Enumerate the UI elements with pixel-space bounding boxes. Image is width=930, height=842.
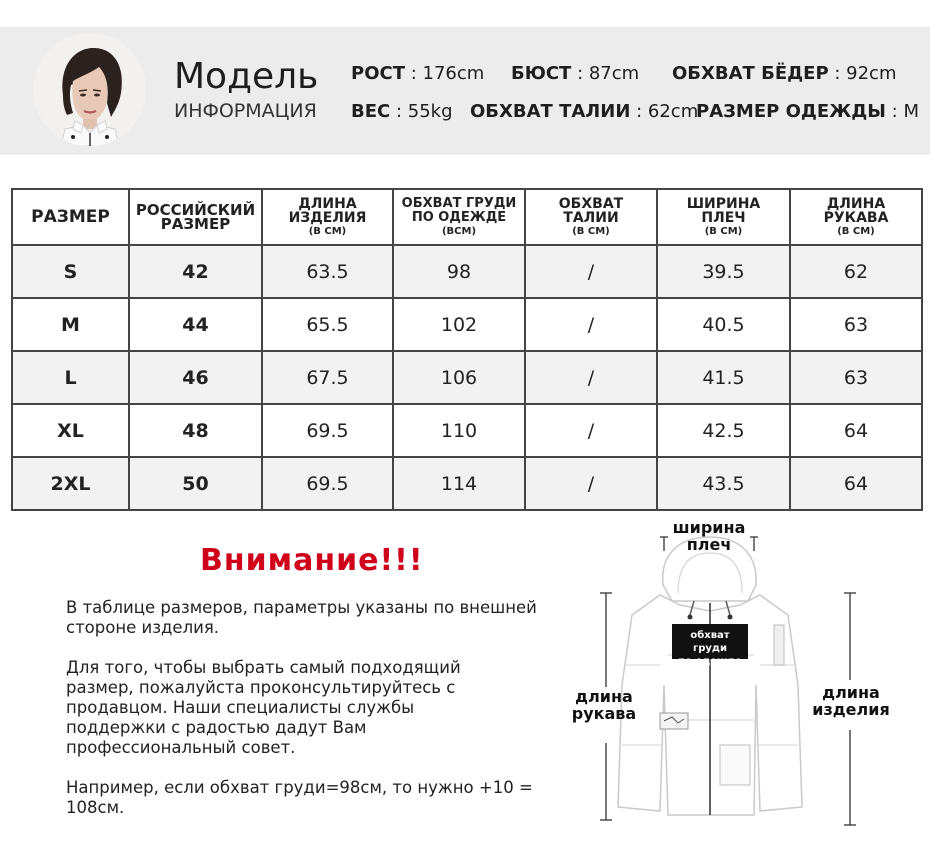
table-cell-length: 69.5: [262, 457, 393, 510]
table-cell-sleeve: 64: [790, 404, 922, 457]
spec-weight-label: ВЕС: [351, 101, 391, 122]
table-cell-sleeve: 62: [790, 245, 922, 298]
table-cell-waist: /: [525, 245, 657, 298]
table-cell-length: 65.5: [262, 298, 393, 351]
attention-title: Внимание!!!: [200, 543, 424, 578]
table-cell-length: 63.5: [262, 245, 393, 298]
spec-hips: ОБХВАТ БЁДЕР : 92cm: [672, 63, 897, 84]
model-title: Модель: [174, 56, 319, 97]
jacket-illustration: [560, 515, 930, 838]
spec-waist-value: 62cm: [647, 101, 699, 122]
label-sleeve-length: длина рукава: [571, 687, 637, 723]
spec-height: РОСТ : 176cm: [351, 63, 485, 84]
header-shoulder-width: ШИРИНА ПЛЕЧ (В СМ): [657, 189, 790, 245]
model-portrait-illustration: [33, 33, 146, 146]
table-row: [12, 404, 922, 457]
spec-bust-label: БЮСТ: [511, 63, 572, 84]
spec-hips-value: 92cm: [846, 63, 897, 84]
table-cell-chest: 106: [393, 351, 525, 404]
header-chest: ОБХВАТ ГРУДИ ПО ОДЕЖДЕ (ВСМ): [393, 189, 525, 245]
table-cell-shoulder: 43.5: [657, 457, 790, 510]
table-row: [12, 298, 922, 351]
table-cell-waist: /: [525, 457, 657, 510]
table-cell-chest: 98: [393, 245, 525, 298]
attention-paragraph-2: Для того, чтобы выбрать самый подходящий размер, пожалуйста проконсультируйтесь с продавцом. Наши специалисты службы поддержки с радостью дадут Вам профессиональный совет.: [66, 658, 461, 757]
spec-clothing-size: РАЗМЕР ОДЕЖДЫ : M: [696, 101, 919, 122]
spec-height-value: 176cm: [422, 63, 485, 84]
table-cell-sleeve: 64: [790, 457, 922, 510]
model-avatar: [33, 33, 146, 146]
table-cell-size: 2XL: [12, 457, 129, 510]
table-cell-size: L: [12, 351, 129, 404]
table-row: [12, 351, 922, 404]
header-russian-size: РОССИЙСКИЙ РАЗМЕР: [129, 189, 262, 245]
spec-waist-label: ОБХВАТ ТАЛИИ: [470, 101, 631, 122]
table-cell-shoulder: 41.5: [657, 351, 790, 404]
header-sleeve-length: ДЛИНА РУКАВА (В СМ): [790, 189, 922, 245]
table-cell-shoulder: 40.5: [657, 298, 790, 351]
size-table: [11, 188, 923, 511]
table-cell-waist: /: [525, 351, 657, 404]
table-row: [12, 457, 922, 510]
label-shoulder-width: ширина плеч: [672, 518, 746, 554]
spec-bust: БЮСТ : 87cm: [511, 63, 640, 84]
spec-bust-value: 87cm: [588, 63, 640, 84]
table-cell-length: 67.5: [262, 351, 393, 404]
table-row: [12, 245, 922, 298]
table-cell-russian-size: 42: [129, 245, 262, 298]
header-size: РАЗМЕР: [12, 189, 129, 245]
table-cell-shoulder: 42.5: [657, 404, 790, 457]
spec-clothing-size-value: M: [903, 101, 919, 122]
spec-clothing-size-label: РАЗМЕР ОДЕЖДЫ: [696, 101, 886, 122]
table-cell-chest: 102: [393, 298, 525, 351]
label-garment-length: длина изделия: [812, 683, 890, 719]
header-garment-length: ДЛИНА ИЗДЕЛИЯ (В СМ): [262, 189, 393, 245]
attention-paragraph-1: В таблице размеров, параметры указаны по внешней стороне изделия.: [66, 598, 537, 637]
spec-weight-value: 55kg: [407, 101, 453, 122]
spec-hips-label: ОБХВАТ БЁДЕР: [672, 63, 829, 84]
table-cell-length: 69.5: [262, 404, 393, 457]
table-cell-russian-size: 50: [129, 457, 262, 510]
table-cell-chest: 110: [393, 404, 525, 457]
table-cell-size: M: [12, 298, 129, 351]
table-cell-russian-size: 44: [129, 298, 262, 351]
model-subtitle: ИНФОРМАЦИЯ: [174, 100, 317, 122]
header-waist: ОБХВАТ ТАЛИИ (В СМ): [525, 189, 657, 245]
table-cell-sleeve: 63: [790, 298, 922, 351]
spec-weight: ВЕС : 55kg: [351, 101, 453, 122]
table-cell-waist: /: [525, 298, 657, 351]
table-header-row: [12, 189, 922, 245]
table-cell-waist: /: [525, 404, 657, 457]
table-cell-russian-size: 46: [129, 351, 262, 404]
table-cell-size: XL: [12, 404, 129, 457]
table-cell-sleeve: 63: [790, 351, 922, 404]
attention-paragraph-3: Например, если обхват груди=98см, то нужно +10 = 108см.: [66, 778, 533, 817]
label-chest: обхват груди по одежде: [678, 630, 742, 667]
spec-height-label: РОСТ: [351, 63, 405, 84]
spec-waist: ОБХВАТ ТАЛИИ : 62cm: [470, 101, 699, 122]
jacket-diagram: [560, 515, 930, 835]
table-cell-russian-size: 48: [129, 404, 262, 457]
table-cell-chest: 114: [393, 457, 525, 510]
table-cell-size: S: [12, 245, 129, 298]
table-cell-shoulder: 39.5: [657, 245, 790, 298]
